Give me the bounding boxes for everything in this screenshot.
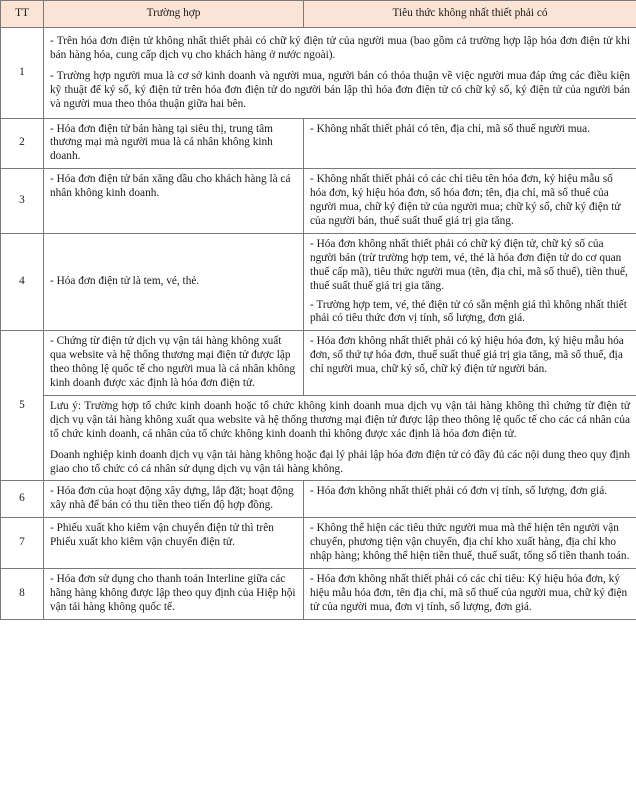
row-full-cell: [44, 28, 636, 119]
table-row-note: [1, 395, 636, 481]
criteria-cell: [304, 118, 636, 169]
paragraph: - Trường hợp tem, vé, thẻ điện tử có sẵn mệnh giá thì không nhất thiết phải có tiêu thức đơn vị tính, số lượng, đơn giá.: [310, 298, 627, 325]
row-number: 8: [1, 569, 44, 620]
criteria-cell: [304, 481, 636, 518]
criteria-cell: [304, 518, 636, 569]
table-row: [1, 331, 636, 396]
paragraph: - Hóa đơn điện tử bán xăng dầu cho khách hàng là cá nhân không kinh doanh.: [50, 173, 291, 200]
criteria-cell: [304, 169, 636, 234]
paragraph: - Hóa đơn không nhất thiết phải có chữ ký điện tử, chữ ký số của người bán (trừ trường hợp tem, vé, thẻ là hóa đơn điện tử do cơ quan thuế cấp mã), tiêu thức người mua (tên, địa chỉ, mã số thuế), tiền thuế, thuế suất thuế giá trị gia tăng.: [310, 237, 628, 292]
header-case: Trường hợp: [44, 1, 304, 28]
case-cell: [44, 169, 304, 234]
row-number: 1: [1, 28, 44, 119]
row-number: 3: [1, 169, 44, 234]
paragraph: - Không nhất thiết phải có các chỉ tiêu tên hóa đơn, ký hiệu mẫu số hóa đơn, ký hiệu hóa đơn, số hóa đơn; tên, địa chỉ, mã số thuế của người mua, chữ ký điện tử của người mua; chữ ký số, chữ ký điện tử của người bán, thuế suất thuế giá trị gia tăng.: [310, 173, 621, 227]
row-number: 6: [1, 481, 44, 518]
row-number: 7: [1, 518, 44, 569]
criteria-cell: [304, 331, 636, 396]
row-number: 4: [1, 233, 44, 330]
table-row: [1, 118, 636, 169]
case-cell: [44, 481, 304, 518]
header-tt: TT: [1, 1, 44, 28]
table-row: [1, 481, 636, 518]
table-row: [1, 233, 636, 330]
paragraph: - Chứng từ điện tử dịch vụ vận tải hàng không xuất qua website và hệ thống thương mại điện tử được lập theo thông lệ quốc tế cho người mua là cá nhân không kinh doanh được xác định là hóa đơn điện tử.: [50, 335, 296, 390]
paragraph: - Phiếu xuất kho kiêm vận chuyển điện tử thì trên Phiếu xuất kho kiêm vận chuyển điện tử.: [50, 522, 274, 549]
criteria-cell: [304, 569, 636, 620]
paragraph: - Trên hóa đơn điện tử không nhất thiết phải có chữ ký điện tử của người mua (bao gồm cả trường hợp lập hóa đơn điện tử khi bán hàng hóa, cung cấp dịch vụ cho khách hàng ở nước ngoài).: [50, 35, 630, 61]
row-number: 5: [1, 331, 44, 481]
note-cell: [44, 395, 636, 481]
paragraph: - Không thể hiện các tiêu thức người mua mà thể hiện tên người vận chuyển, phương tiện vận chuyển, địa chỉ kho xuất hàng, địa chỉ kho nhập hàng; không thể hiện tiền thuế, thuế suất, tổng số tiền thanh toán.: [310, 522, 630, 563]
criteria-cell: [304, 233, 636, 330]
table-row: [1, 569, 636, 620]
header-criteria: Tiêu thức không nhất thiết phải có: [304, 1, 636, 28]
paragraph: - Hóa đơn sử dụng cho thanh toán Interline giữa các hãng hàng không được lập theo quy định của Hiệp hội vận tải hàng không quốc tế.: [50, 573, 296, 613]
table-header-row: [1, 1, 636, 28]
table-row: [1, 169, 636, 234]
paragraph: - Không nhất thiết phải có tên, địa chỉ, mã số thuế người mua.: [310, 122, 591, 135]
paragraph: - Hóa đơn không nhất thiết phải có đơn vị tính, số lượng, đơn giá.: [310, 485, 608, 498]
paragraph: - Trường hợp người mua là cơ sở kinh doanh và người mua, người bán có thỏa thuận về việc người mua đáp ứng các điều kiện kỹ thuật để ký số, ký điện tử trên hóa đơn điện tử do người bán lập thì hóa đơn điện tử có chữ ký số, ký điện tử của người bán và người mua theo thỏa thuận giữa hai bên.: [50, 69, 630, 110]
table-row: [1, 518, 636, 569]
case-cell: [44, 518, 304, 569]
case-cell: [44, 331, 304, 396]
note-paragraph: Lưu ý: Trường hợp tổ chức kinh doanh hoặc tổ chức không kinh doanh mua dịch vụ vận tải hàng không thì chứng từ điện tử dịch vụ vận tải hàng không xuất qua website và hệ thống thương mại điện tử được lập theo thông lệ quốc tế cho các cá nhân của tổ chức kinh doanh, cá nhân của tổ chức không kinh doanh thì không được xác định là hóa đơn điện tử.: [50, 399, 630, 440]
case-cell: [44, 118, 304, 169]
paragraph: - Hóa đơn điện tử là tem, vé, thẻ.: [50, 275, 200, 288]
row-number: 2: [1, 118, 44, 169]
paragraph: - Hóa đơn điện tử bán hàng tại siêu thị, trung tâm thương mại mà người mua là cá nhân không kinh doanh.: [50, 122, 273, 163]
paragraph: - Hóa đơn không nhất thiết phải có các chỉ tiêu: Ký hiệu hóa đơn, ký hiệu mẫu hóa đơn, tên địa chỉ, mã số thuế của người mua, chữ ký điện tử của người mua, đơn vị tính, số lượng, đơn giá.: [310, 573, 628, 613]
note-paragraph: Doanh nghiệp kinh doanh dịch vụ vận tải hàng không hoặc đại lý phải lập hóa đơn điện tử có đầy đủ các nội dung theo quy định giao cho tổ chức có cá nhân sử dụng dịch vụ vận tải hàng không.: [50, 448, 630, 475]
paragraph: - Hóa đơn không nhất thiết phải có ký hiệu hóa đơn, ký hiệu mẫu hóa đơn, số thứ tự hóa đơn, thuế suất thuế giá trị gia tăng, mã số thuế, địa chỉ người mua, chữ ký số, chữ ký điện tử người bán.: [310, 335, 624, 376]
case-cell: [44, 569, 304, 620]
case-cell: [44, 233, 304, 330]
paragraph: - Hóa đơn của hoạt động xây dựng, lắp đặt; hoạt động xây nhà để bán có thu tiền theo tiến độ hợp đồng.: [50, 485, 294, 512]
table-row: [1, 28, 636, 119]
